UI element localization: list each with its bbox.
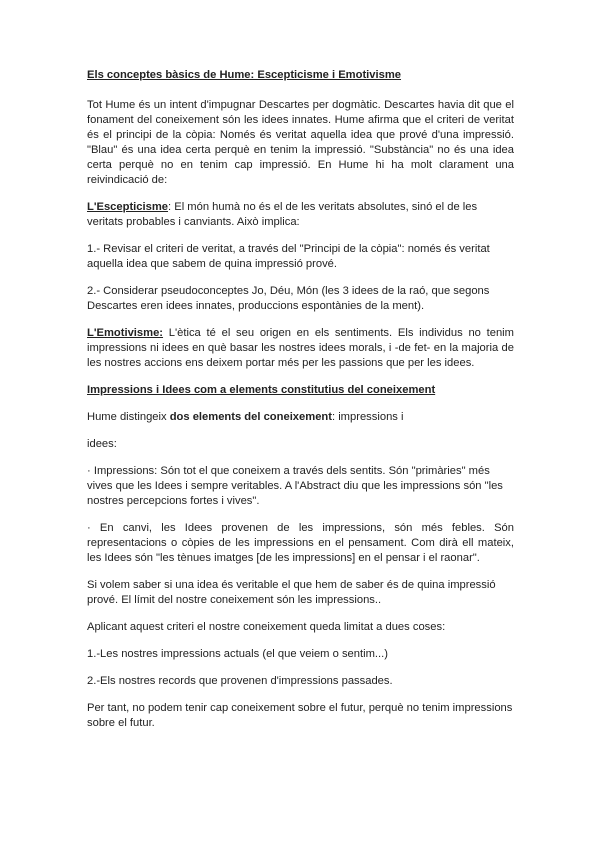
distinction-paragraph bbox=[87, 410, 514, 425]
escepticisme-paragraph bbox=[87, 200, 514, 230]
intro-paragraph: Tot Hume és un intent d'impugnar Descartes per dogmàtic. Descartes havia dit que el fonament del coneixement són les idees innates. Hume afirma que el criteri de veritat és el principi de la còpia: Només és veritat aquella idea que prové d'una impressió. "Blau" és una idea certa perquè en tenim la impressió. "Substància" no és una idea certa perquè no en tenim cap impressió. En Hume hi ha molt clarament una reivindicació de: bbox=[87, 99, 514, 186]
limit-paragraph: Si volem saber si una idea és veritable el que hem de saber és de quina impressió prové. El límit del nostre coneixement són les impressions.. bbox=[87, 579, 496, 606]
escepticisme-text: : El món humà no és el de les veritats absolutes, sinó el de les veritats probables i canviants. Això implica: bbox=[87, 201, 478, 228]
escepticisme-term: L'Escepticisme bbox=[87, 201, 169, 213]
emotivisme-text: L'ètica té el seu origen en els sentiments. Els individus no tenim impressions ni idees en què basar les nostres idees morals, i -de fet- en la majoria de les nostres accions ens deixem portar més per les passions que per les idees. bbox=[87, 327, 514, 369]
emotivisme-paragraph bbox=[87, 326, 514, 371]
conclusion-paragraph: Per tant, no podem tenir cap coneixement sobre el futur, perquè no tenim impressions sobre el futur. bbox=[87, 702, 513, 729]
idees-paragraph: · En canvi, les Idees provenen de les impressions, són més febles. Són representacions o còpies de les impressions en el pensament. Com dirà ell mateix, les Idees són "les tènues imatges [de les impressions] en el pensar i el raonar". bbox=[87, 522, 514, 564]
applying-paragraph: Aplicant aquest criteri el nostre coneixement queda limitat a dues coses: bbox=[87, 621, 446, 633]
list-item-2: 2.-Els nostres records que provenen d'impressions passades. bbox=[87, 675, 393, 687]
distinction-bold: dos elements del coneixement bbox=[169, 411, 332, 423]
distinction-continuation: idees: bbox=[87, 438, 117, 450]
point-1-paragraph: 1.- Revisar el criteri de veritat, a través del "Principi de la còpia": només és veritat aquella idea que sabem de quina impressió prové. bbox=[87, 243, 490, 270]
distinction-prefix: Hume distingeix bbox=[87, 411, 170, 423]
section-heading: Impressions i Idees com a elements constitutius del coneixement bbox=[87, 384, 436, 396]
impressions-paragraph: · Impressions: Són tot el que coneixem a través dels sentits. Són "primàries" més vives que les Idees i sempre veritables. A l'Abstract diu que les impressions són "les nostres percepcions fortes i vives". bbox=[87, 465, 503, 507]
point-2-paragraph: 2.- Considerar pseudoconceptes Jo, Déu, Món (les 3 idees de la raó, que segons Descartes eren idees innates, produccions espontànies de la ment). bbox=[87, 285, 490, 312]
document-title: Els conceptes bàsics de Hume: Escepticisme i Emotivisme bbox=[87, 69, 402, 81]
document-body bbox=[87, 68, 514, 743]
emotivisme-term: L'Emotivisme: bbox=[87, 327, 164, 339]
list-item-1: 1.-Les nostres impressions actuals (el que veiem o sentim...) bbox=[87, 648, 388, 660]
distinction-suffix: : impressions i bbox=[331, 411, 404, 423]
